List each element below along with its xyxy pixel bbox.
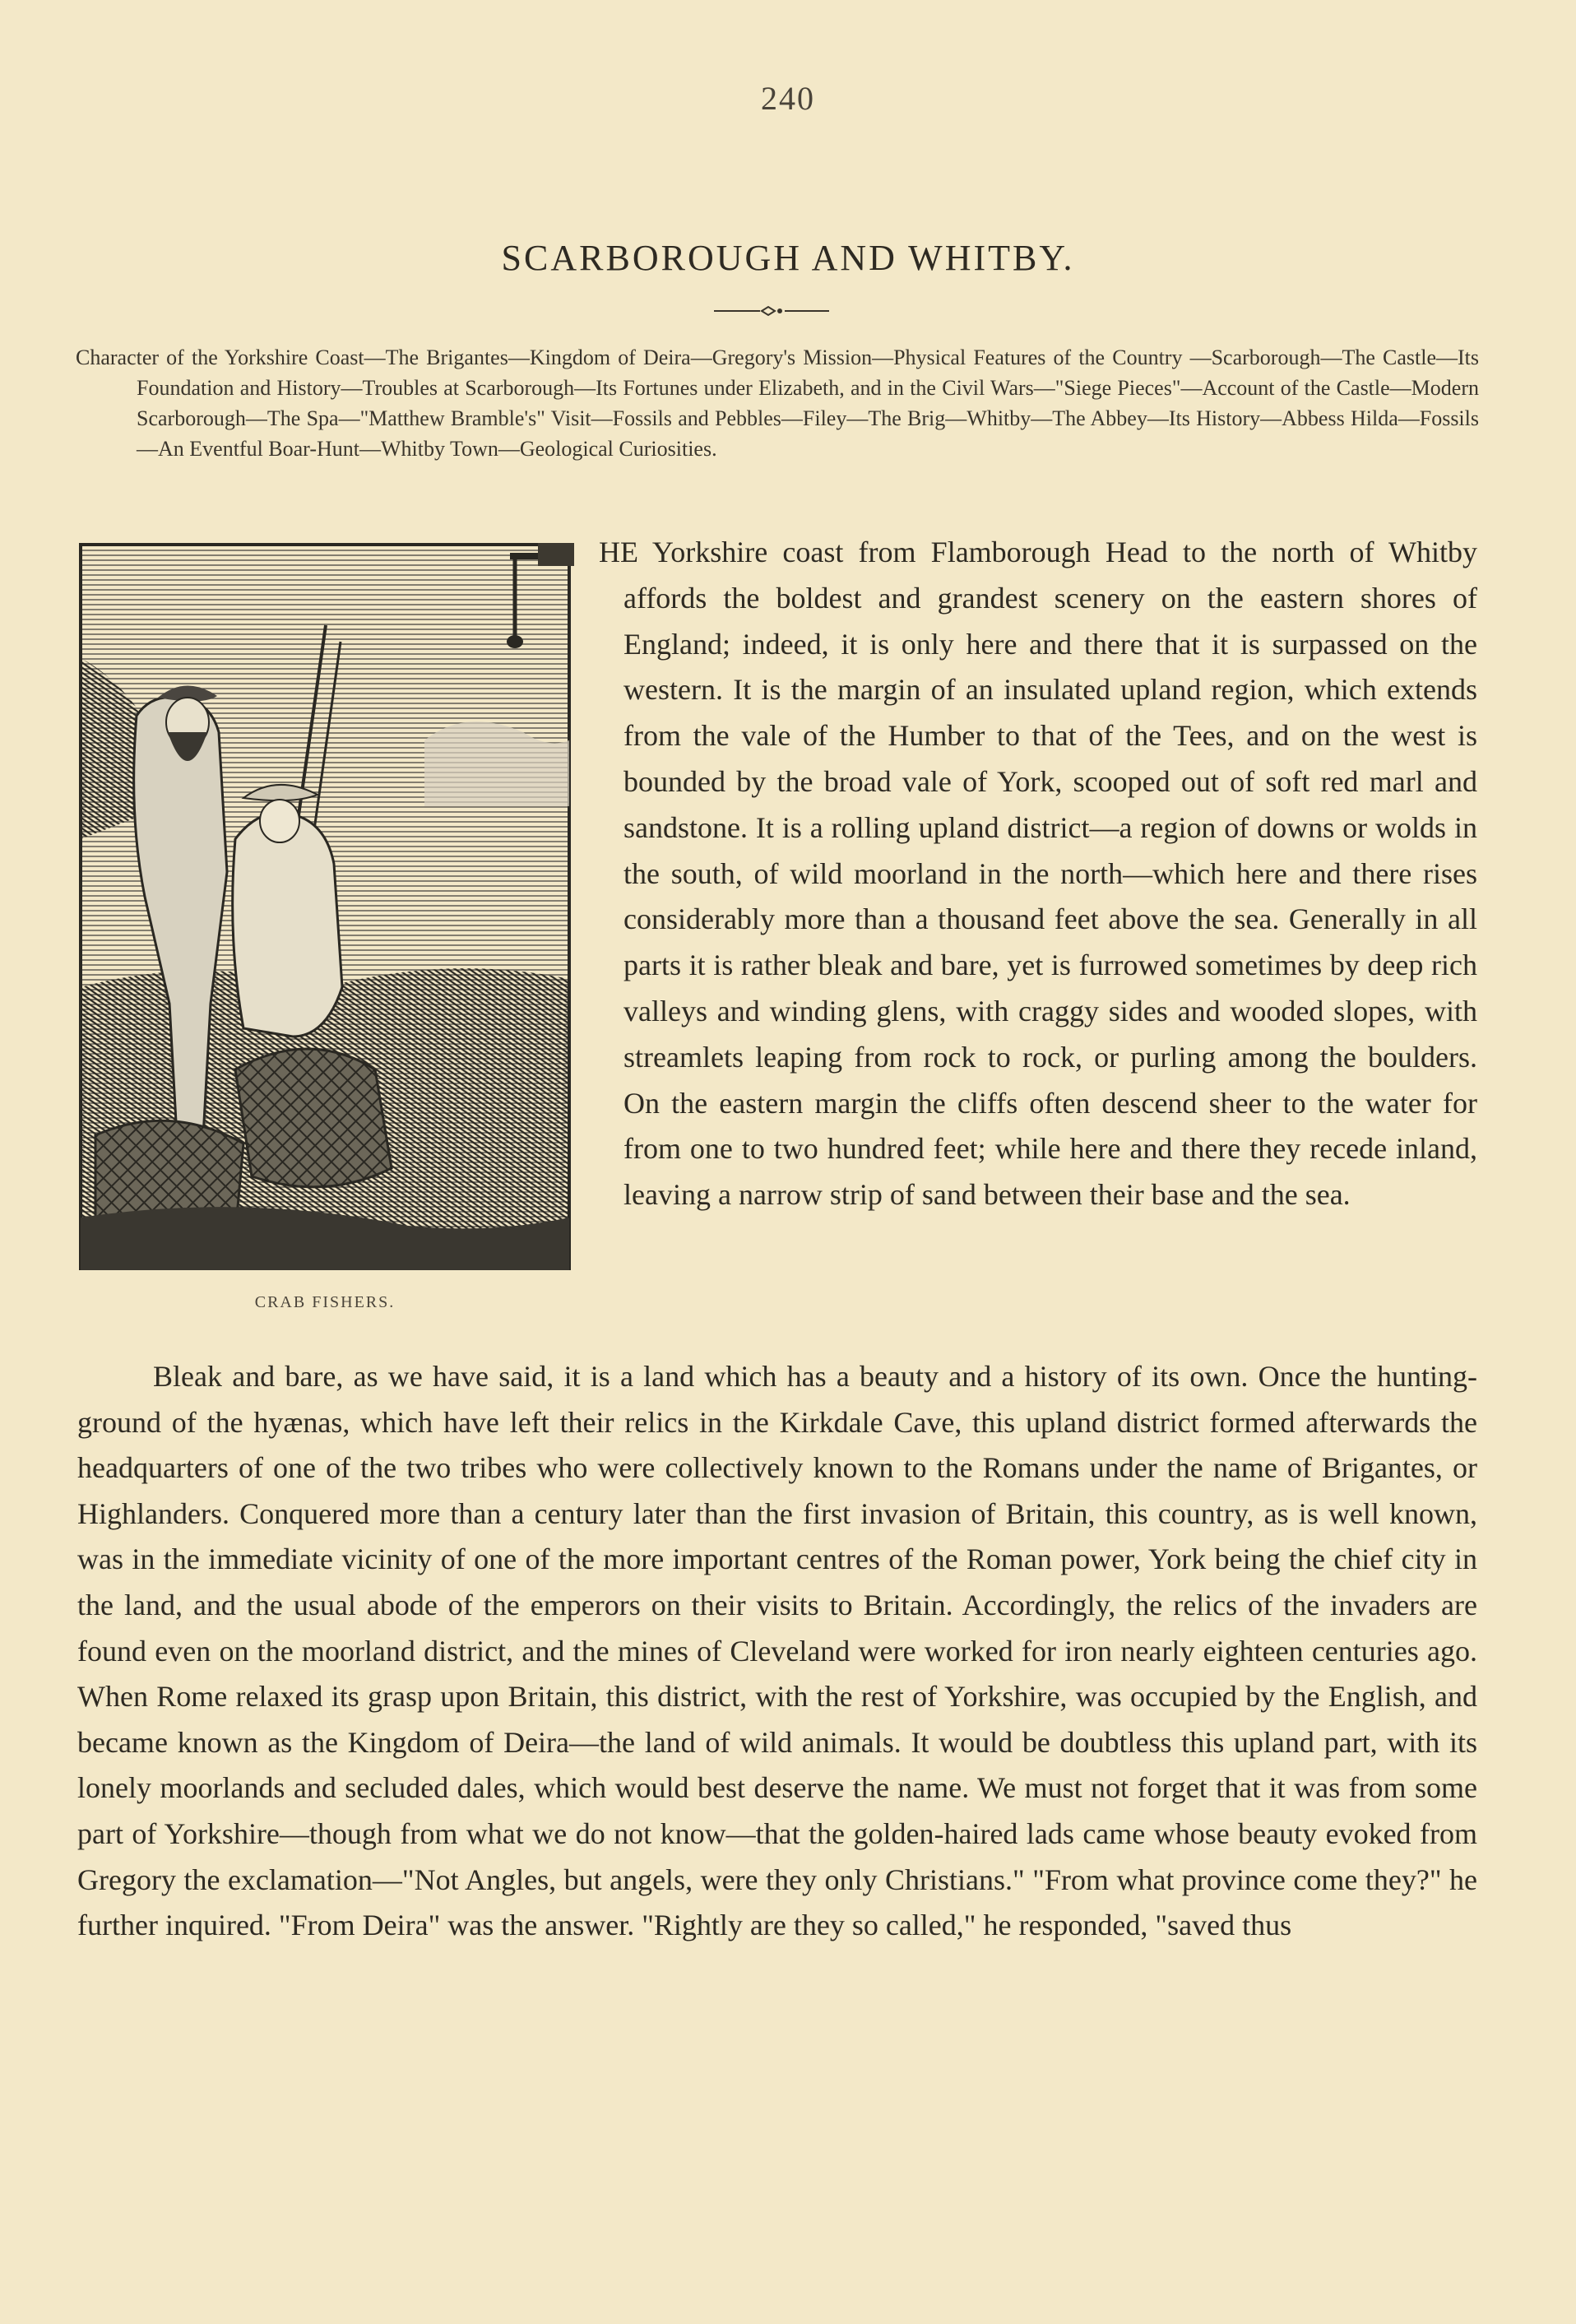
title-ornament	[714, 303, 829, 319]
chapter-summary: Character of the Yorkshire Coast—The Brigantes—Kingdom of Deira—Gregory's Mission—Physical Features of the Country —Scarborough—The Castle—Its Foundation and History—Troubles at Scarborough—Its Fortunes under Elizabeth, and in the Civil Wars—"Siege Pieces"—Account of the Castle—Modern Scarborough—The Spa—"Matthew Bramble's" Visit—Fossils and Pebbles—Filey—The Brig—Whitby—The Abbey—Its History—Abbess Hilda—Fossils—An Eventful Boar-Hunt—Whitby Town—Geological Curiosities.	[76, 346, 1479, 461]
illustration-caption: CRAB FISHERS.	[254, 1293, 396, 1311]
crab-fishers-illustration	[79, 543, 571, 1270]
first-paragraph: HE Yorkshire coast from Flamborough Head to the north of Whitby affords the boldest and grandest scenery on the eastern shores of England; indeed, it is only here and there that it is surpassed on the western. It is the margin of an insulated upland region, which extends from the vale of the Humber to that of the Tees, and on the west is bounded by the broad vale of York, scooped out of soft red marl and sandstone. It is a rolling upland district—a region of downs or wolds in the south, of wild moorland in the north—which here and there rises considerably more than a thousand feet above the sea. Generally in all parts it is rather bleak and bare, yet is furrowed sometimes by deep rich valleys and winding glens, with craggy sides and wooded slopes, with streamlets leaping from rock to rock, or purling among the boulders. On the eastern margin the cliffs often descend sheer to the water for from one to two hundred feet; while here and there they recede inland, leaving a narrow strip of sand between their base and the sea.	[599, 536, 1477, 1212]
chapter-title: SCARBOROUGH AND WHITBY.	[501, 238, 1075, 278]
drop-cap-block	[538, 543, 574, 566]
second-paragraph: Bleak and bare, as we have said, it is a land which has a beauty and a history of its own. Once the hunting-ground of the hyænas, which have left their relics in the Kirkdale Cave, this upland district formed afterwards the headquarters of one of the two tribes who were collectively known to the Romans under the name of Brigantes, or Highlanders. Conquered more than a century later than the first invasion of Britain, this country, as is well known, was in the immediate vicinity of one of the more important centres of the Roman power, York being the chief city in the land, and the usual abode of the emperors on their visits to Britain. Accordingly, the relics of the invaders are found even on the moorland district, and the mines of Cleveland were worked for iron nearly eighteen centuries ago. When Rome relaxed its grasp upon Britain, this district, with the rest of Yorkshire, was occupied by the English, and became known as the Kingdom of Deira—the land of wild animals. It would be doubtless this upland part, with its lonely moorlands and secluded dales, which would best deserve the name. We must not forget that it was from some part of Yorkshire—though from what we do not know—that the golden-haired lads came whose beauty evoked from Gregory the exclamation—"Not Angles, but angels, were they only Christians." "From what province come they?" he further inquired. "From Deira" was the answer. "Rightly are they so called," he responded, "saved thus	[77, 1360, 1477, 1942]
page-number: 240	[761, 80, 815, 117]
